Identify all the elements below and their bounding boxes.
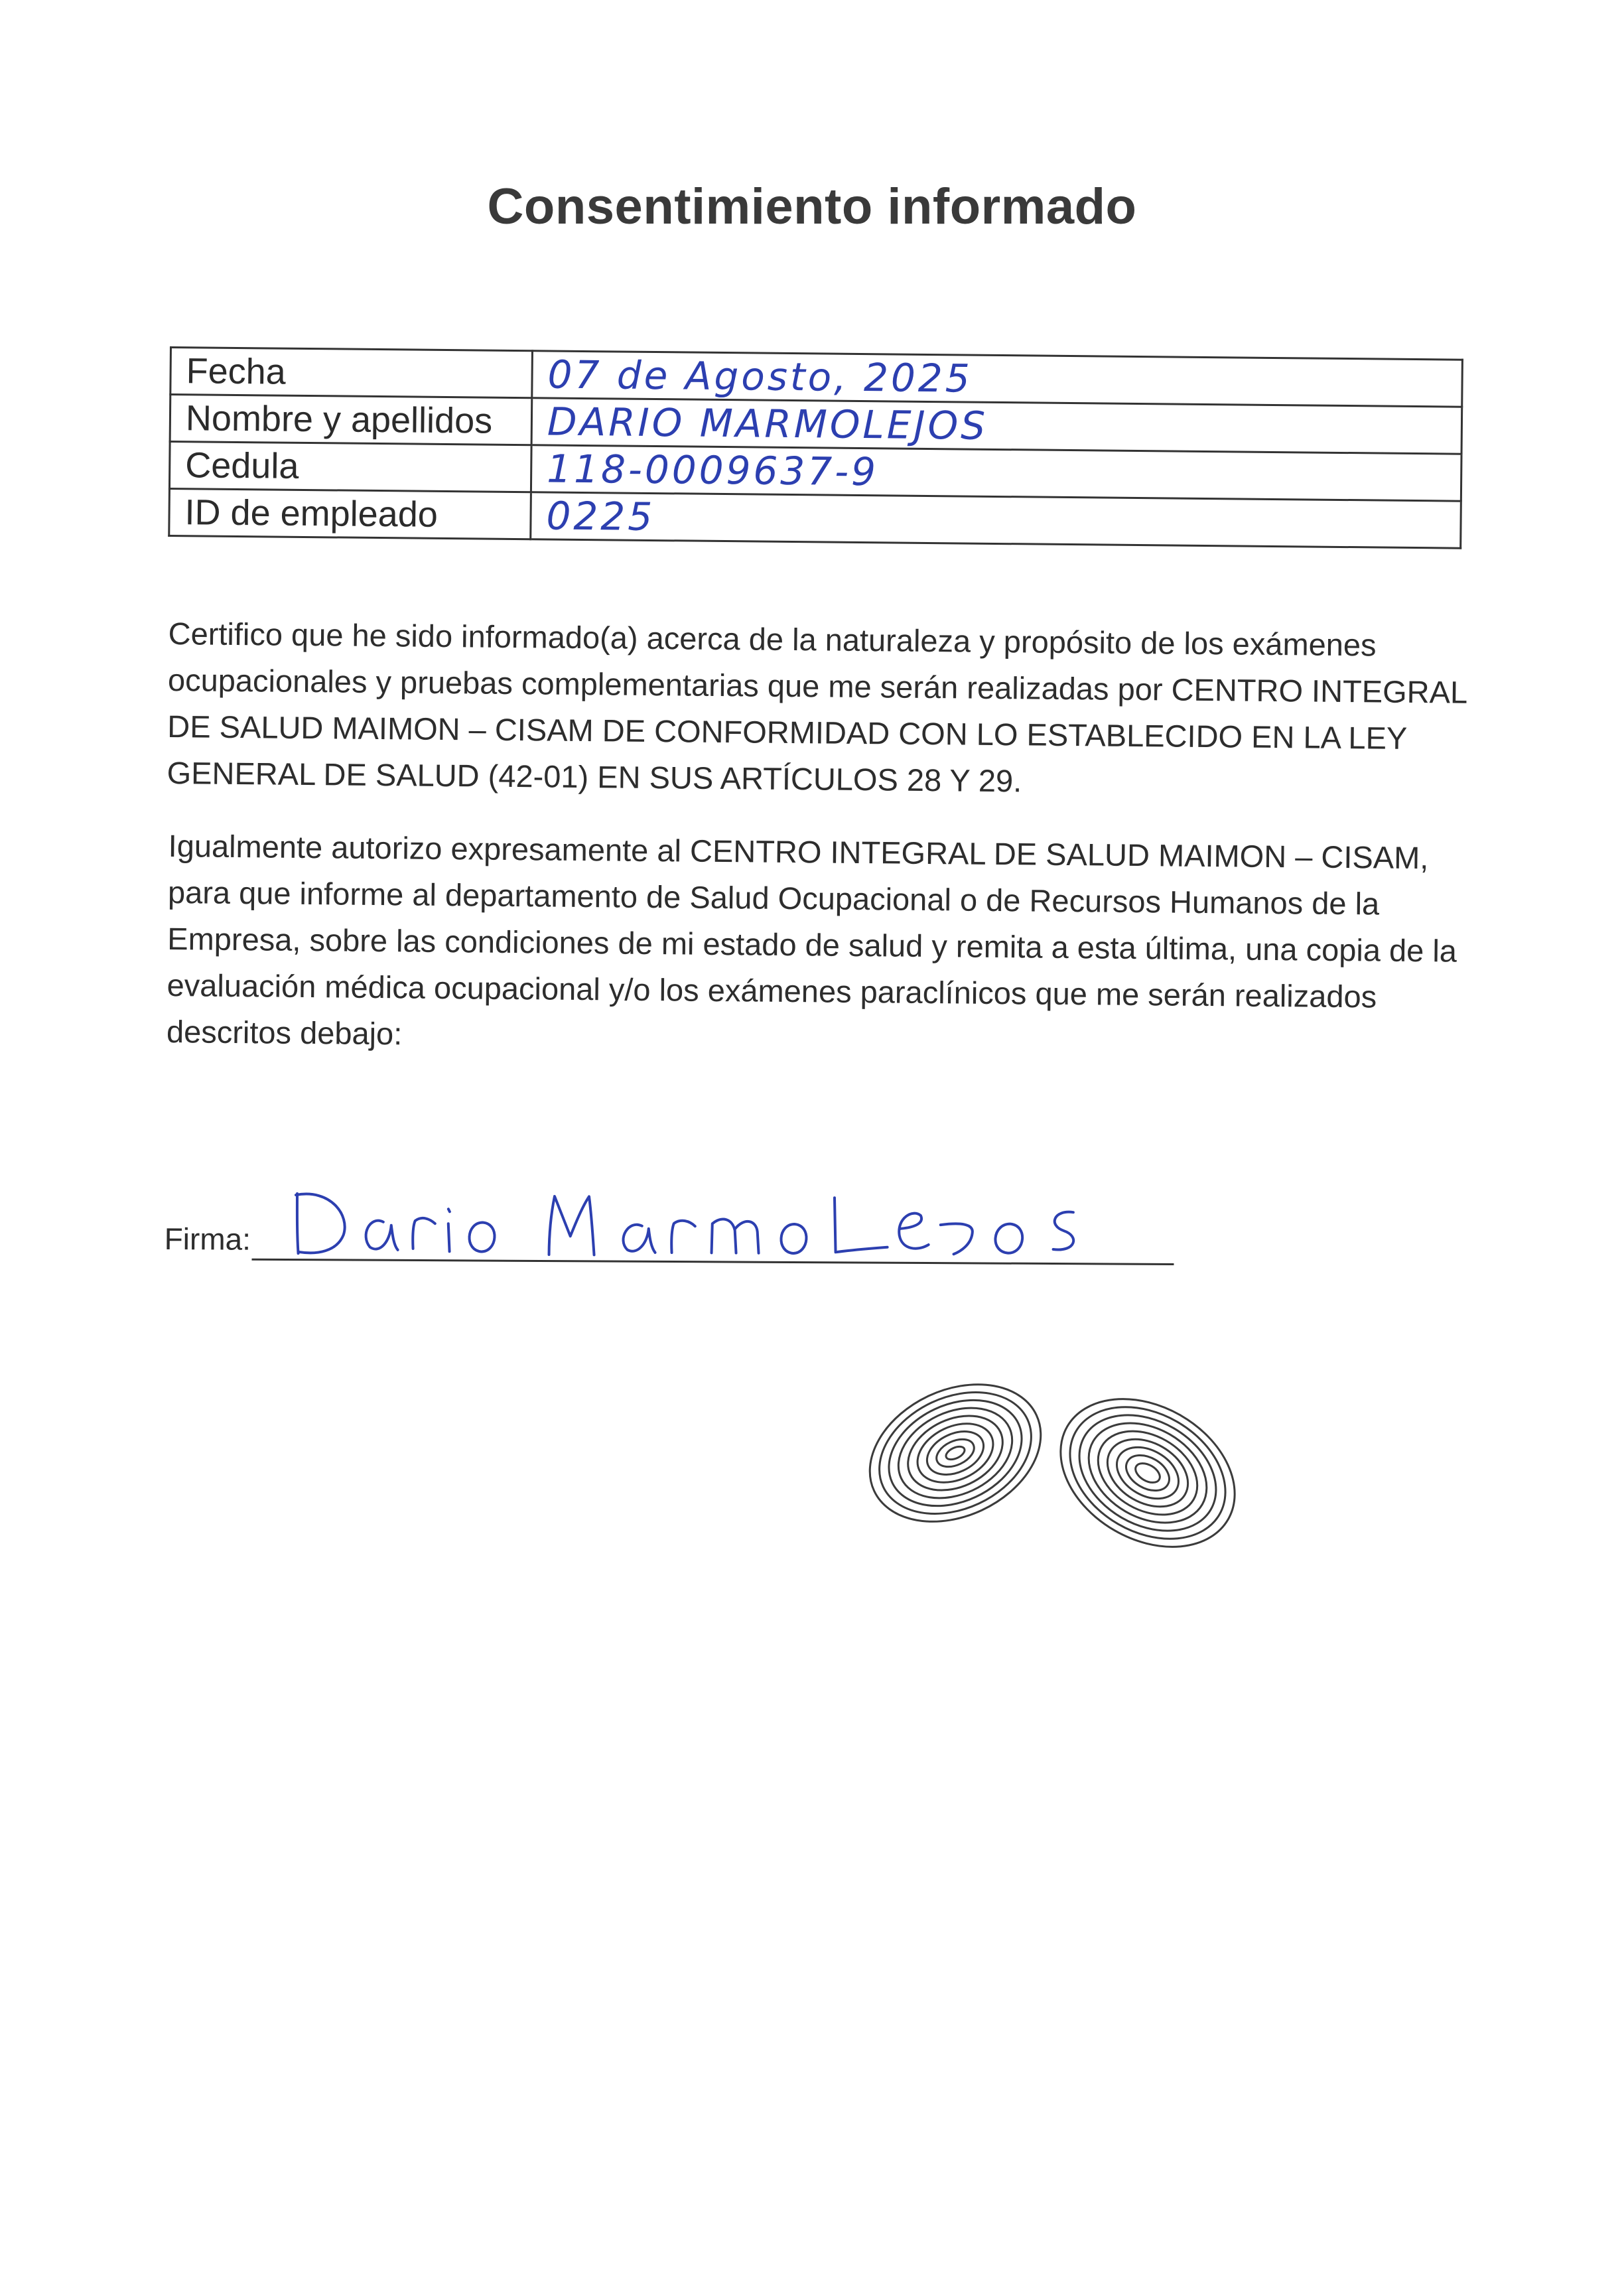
authorization-paragraph: Igualmente autorizo expresamente al CENTRO INTEGRAL DE SALUD MAIMON – CISAM, para que informe al departamento de Salud Ocupacional o de Recursos Humanos de la Empresa, sobre las condiciones de mi estado de salud y remita a esta última, una copia de la evaluación médica ocupacional y/o los exámenes paraclínicos que me serán realizados descritos debajo: bbox=[166, 827, 1457, 1052]
cedula-value: 118-0009637-9 bbox=[531, 445, 1461, 501]
firma-label: Firma: bbox=[164, 1221, 251, 1257]
nombre-label: Nombre y apellidos bbox=[170, 395, 532, 445]
fingerprints-image bbox=[856, 1340, 1267, 1579]
page-title: Consentimiento informado bbox=[487, 178, 1137, 235]
certification-paragraph: Certifico que he sido informado(a) acerca de la naturaleza y propósito de los exámenes ocupacionales y pruebas complementarias que me serán realizadas por CENTRO INTEGRAL DE SALUD MAIMON – CISAM DE CONFORMIDAD CON LO ESTABLECIDO EN LA LEY GENERAL DE SALUD (42-01) EN SUS ARTÍCULOS 28 Y 29. bbox=[167, 615, 1467, 799]
nombre-value: DARIO MARMOLEJOS bbox=[531, 398, 1462, 454]
info-table bbox=[168, 346, 1463, 549]
id-empleado-label: ID de empleado bbox=[169, 489, 531, 539]
fecha-value: 07 de Agosto, 2025 bbox=[532, 351, 1463, 407]
cedula-label: Cedula bbox=[169, 442, 531, 492]
handwritten-signature bbox=[270, 1168, 1107, 1266]
fecha-label: Fecha bbox=[170, 348, 533, 398]
signature-row bbox=[164, 1194, 1186, 1273]
id-empleado-value: 0225 bbox=[531, 492, 1461, 548]
